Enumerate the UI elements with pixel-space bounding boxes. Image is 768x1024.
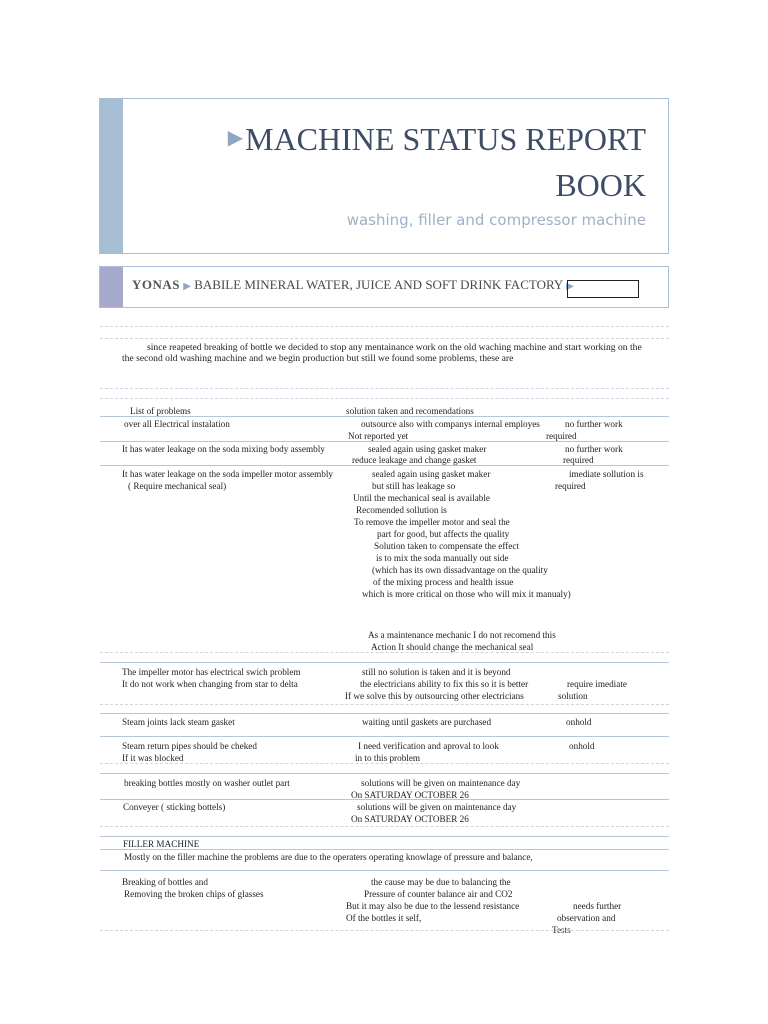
problem-impeller-switch-2: It do not work when changing from star to delta <box>122 679 298 689</box>
solution-soda-impeller-7: Solution taken to compensate the effect <box>374 541 519 551</box>
solution-soda-impeller-8: is to mix the soda manually out side <box>376 553 509 563</box>
problem-steam-return-2: If it was blocked <box>122 753 184 763</box>
divider <box>100 338 669 339</box>
problem-steam-joints: Steam joints lack steam gasket <box>122 717 235 727</box>
triangle-icon: ▶ <box>183 281 191 292</box>
filler-solution-2: Pressure of counter balance air and CO2 <box>364 889 513 899</box>
solution-conveyer-1: solutions will be given on maintenance day <box>357 802 517 812</box>
solution-soda-body-1: sealed again using gasket maker <box>368 444 487 454</box>
solution-impeller-switch-1: still no solution is taken and it is beyond <box>362 667 511 677</box>
divider <box>100 388 669 389</box>
row-divider <box>100 465 669 466</box>
divider <box>100 652 669 653</box>
problem-steam-return-1: Steam return pipes should be cheked <box>122 741 257 751</box>
solution-soda-body-2: reduce leakage and change gasket <box>352 455 477 465</box>
solution-soda-impeller-1: sealed again using gasket maker <box>372 469 491 479</box>
filler-status-3: Tests <box>552 925 571 935</box>
organization-line <box>132 277 574 293</box>
problems-column-header: List of problems <box>130 406 191 416</box>
status-soda-body-1: no further work <box>565 444 623 454</box>
row-divider <box>100 736 669 737</box>
solution-soda-impeller-6: part for good, but affects the quality <box>377 529 510 539</box>
organization-accent-bar <box>100 267 123 307</box>
date-field[interactable] <box>567 280 639 298</box>
company-name: BABILE MINERAL WATER, JUICE AND SOFT DRINK FACTORY <box>194 277 563 292</box>
triangle-icon: ▶ <box>227 127 244 149</box>
organization-box <box>99 266 669 308</box>
filler-status-2: observation and <box>557 913 616 923</box>
solution-electrical-1: outsource also with companys internal employes <box>361 419 540 429</box>
subtitle: washing, filler and compressor machine <box>346 211 646 229</box>
title-line-2: BOOK <box>555 167 646 203</box>
solution-steam-return-2: in to this problem <box>355 753 421 763</box>
divider <box>100 826 669 827</box>
solution-soda-impeller-2: but still has leakage so <box>372 481 456 491</box>
filler-solution-3: But it may also be due to the lessend resistance <box>346 901 520 911</box>
filler-problem-2: Removing the broken chips of glasses <box>124 889 264 899</box>
filler-solution-1: the cause may be due to balancing the <box>371 877 511 887</box>
row-divider <box>100 662 669 663</box>
row-divider <box>100 849 669 850</box>
problem-electrical: over all Electrical instalation <box>124 419 230 429</box>
solution-soda-impeller-5: To remove the impeller motor and seal the <box>354 517 510 527</box>
row-divider <box>100 773 669 774</box>
solution-electrical-2: Not reported yet <box>348 431 409 441</box>
problem-soda-impeller-2: ( Require mechanical seal) <box>128 481 227 491</box>
solution-soda-impeller-9: (which has its own dissadvantage on the quality <box>372 565 548 575</box>
solution-soda-impeller-10: of the mixing process and health issue <box>373 577 514 587</box>
problem-soda-body: It has water leakage on the soda mixing body assembly <box>122 444 325 454</box>
status-steam-return: onhold <box>569 741 595 751</box>
divider <box>100 326 669 327</box>
problem-washer-outlet: breaking bottles mostly on washer outlet part <box>124 778 290 788</box>
intro-line-1: since reapeted breaking of bottle we decided to stop any mentainance work on the old waching machine and start working on the <box>147 342 642 353</box>
row-divider <box>100 836 669 837</box>
status-soda-body-2: required <box>563 455 594 465</box>
solutions-column-header: solution taken and recomendations <box>346 406 474 416</box>
triangle-icon: ▶ <box>566 281 574 292</box>
solution-soda-impeller-12: As a maintenance mechanic I do not recomend this <box>368 630 556 640</box>
solution-washer-outlet-2: On SATURDAY OCTOBER 26 <box>351 790 469 800</box>
divider <box>100 763 669 764</box>
filler-status-1: needs further <box>573 901 622 911</box>
filler-heading: FILLER MACHINE <box>123 839 200 849</box>
row-divider <box>100 713 669 714</box>
status-soda-impeller-1: imediate sollution is <box>569 469 644 479</box>
title-line-1: ▶MACHINE STATUS REPORT <box>227 121 646 157</box>
row-divider <box>100 441 669 442</box>
status-electrical-1: no further work <box>565 419 623 429</box>
problem-soda-impeller-1: It has water leakage on the soda impeller motor assembly <box>122 469 333 479</box>
filler-summary: Mostly on the filler machine the problems are due to the operaters operating knowlage of pressure and balance, <box>124 852 533 862</box>
title-accent-bar <box>100 99 123 253</box>
status-impeller-switch-2: solution <box>558 691 588 701</box>
problem-impeller-switch-1: The impeller motor has electrical swich problem <box>122 667 301 677</box>
solution-washer-outlet-1: solutions will be given on maintenance day <box>361 778 521 788</box>
status-impeller-switch-1: require imediate <box>567 679 627 689</box>
divider <box>100 930 669 931</box>
solution-steam-joints: waiting until gaskets are purchased <box>362 717 492 727</box>
status-steam-joints: onhold <box>566 717 592 727</box>
solution-soda-impeller-13: Action It should change the mechanical seal <box>371 642 534 652</box>
solution-steam-return-1: I need verification and aproval to look <box>358 741 499 751</box>
intro-line-2: the second old washing machine and we begin production but still we found some problems, these are <box>122 353 514 364</box>
status-soda-impeller-2: required <box>555 481 586 491</box>
solution-conveyer-2: On SATURDAY OCTOBER 26 <box>351 814 469 824</box>
filler-problem-1: Breaking of bottles and <box>122 877 208 887</box>
problem-conveyer: Conveyer ( sticking bottels) <box>123 802 226 812</box>
solution-impeller-switch-3: If we solve this by outsourcing other electricians <box>345 691 524 701</box>
solution-soda-impeller-3: Until the mechanical seal is available <box>353 493 490 503</box>
filler-solution-4: Of the bottles it self, <box>346 913 422 923</box>
solution-soda-impeller-11: which is more critical on those who will mix it manualy) <box>362 589 571 599</box>
solution-impeller-switch-2: the electricians ability to fix this so it is better <box>360 679 529 689</box>
row-divider <box>100 870 669 871</box>
title-box <box>99 98 669 254</box>
row-divider <box>100 799 669 800</box>
solution-soda-impeller-4: Recomended sollution is <box>356 505 447 515</box>
divider <box>100 704 669 705</box>
divider <box>100 398 669 399</box>
status-electrical-2: required <box>546 431 577 441</box>
row-divider <box>100 416 669 417</box>
author-name: YONAS <box>132 277 181 292</box>
